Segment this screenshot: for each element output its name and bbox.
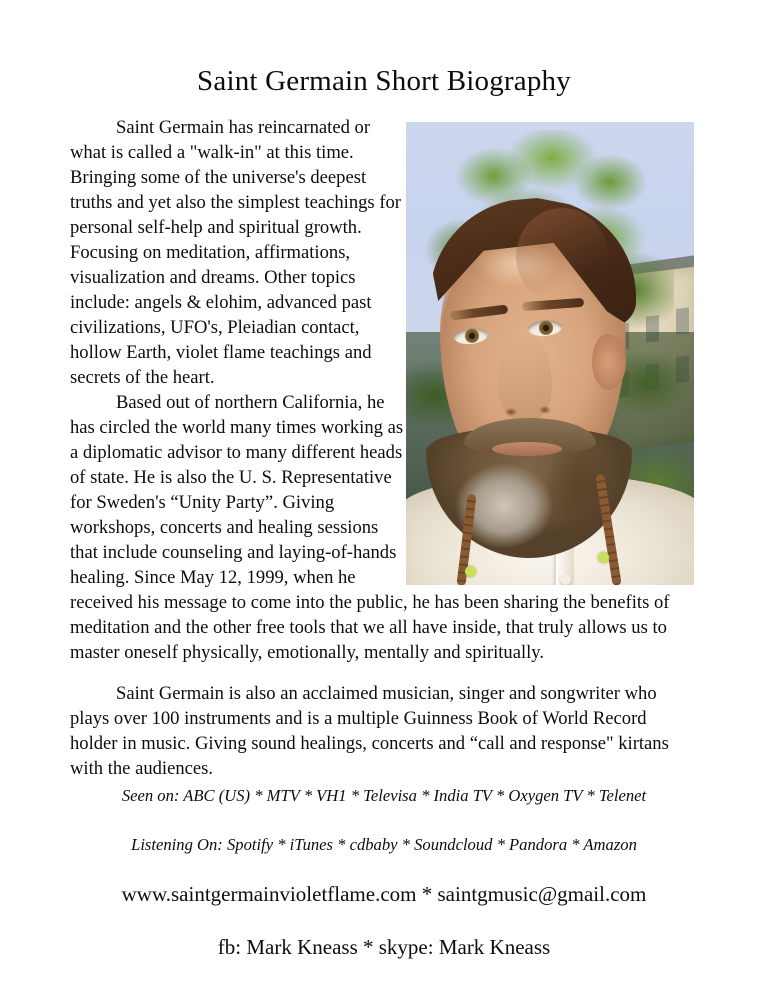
paragraph-background: Based out of northern California, he has circled the world many times working as a diplomatic advisor to many different heads of state. He is also the U. S. Representative for Sweden's “Unity Party”. Giving workshops, concerts and healing sessions that include counseling and laying-of-hands healing. Since May 12, 1999, when he received his message to come into the public, he has been sharing the benefits of meditation and the other free tools that we all have inside, that truly allows us to master oneself physically, emotionally, mentally and spiritually.	[70, 391, 670, 663]
photo-text-wrap-spacer	[410, 115, 698, 579]
biography-music-section	[70, 665, 698, 781]
contact-line[interactable]: www.saintgermainvioletflame.com * saintgmusic@gmail.com	[121, 882, 647, 907]
paragraph-intro: Saint Germain has reincarnated or what is called a "walk-in" at this time. Bringing some of the universe's deepest truths and yet also the simplest teachings for personal self-help and spiritual growth. Focusing on meditation, affirmations, visualization and dreams. Other topics include: angels & elohim, advanced past civilizations, UFO's, Pleiadian contact, hollow Earth, violet flame teachings and secrets of the heart.	[70, 116, 402, 388]
seen-on-line: Seen on: ABC (US) * MTV * VH1 * Televisa * India TV * Oxygen TV * Telenet	[121, 785, 647, 805]
paragraph-music: Saint Germain is also an acclaimed musician, singer and songwriter who plays over 100 instruments and is a multiple Guinness Book of World Record holder in music. Giving sound healings, concerts and “call and response" kirtans with the audiences.	[70, 682, 669, 779]
biography-body	[70, 98, 698, 665]
social-line: fb: Mark Kneass * skype: Mark Kneass	[217, 934, 551, 959]
listening-on-line: Listening On: Spotify * iTunes * cdbaby * Soundcloud * Pandora * Amazon	[131, 835, 637, 855]
page-title: Saint Germain Short Biography	[197, 65, 571, 97]
